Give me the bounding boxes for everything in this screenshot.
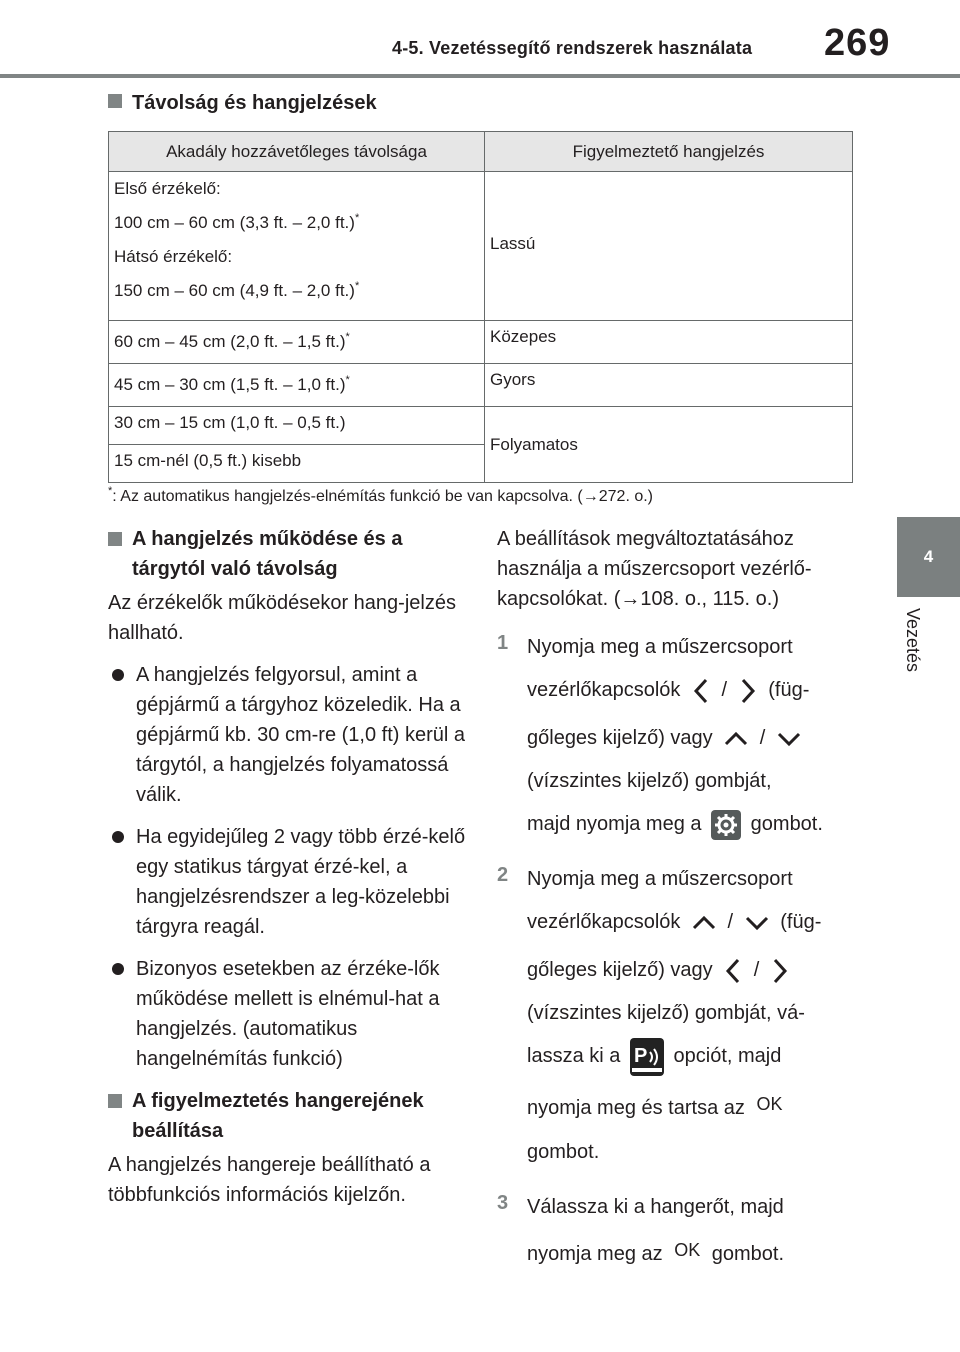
chevron-up-icon — [692, 915, 716, 931]
square-bullet-icon — [108, 1094, 122, 1108]
table-header-signal: Figyelmeztető hangjelzés — [485, 132, 853, 172]
square-bullet-icon — [108, 532, 122, 546]
left-column — [108, 524, 468, 1222]
chevron-up-icon — [724, 731, 748, 747]
step-2: 2 Nyomja meg a műszercsoport vezérlőkapcsolók / (füg- gőleges kijelző) vagy / (vízszintes kijelző) gombját, vá- lassza ki a P opciót, majd nyomja meg és tartsa az OK gombot. — [497, 860, 867, 1176]
right-column — [497, 524, 867, 1286]
step-number: 2 — [497, 864, 509, 886]
parking-sensor-icon — [630, 1038, 664, 1076]
chapter-tab[interactable]: 4 — [897, 517, 960, 597]
chevron-left-icon — [692, 678, 710, 704]
square-bullet-icon — [108, 94, 122, 108]
paragraph-intro: A beállítások megváltoztatásához használja a műszercsoport vezérlő-kapcsolókat. (→108. o., 115. o.) — [497, 528, 812, 610]
table-footnote: *: Az automatikus hangjelzés-elnémítás funkció be van kapcsolva. (→272. o.) — [108, 485, 654, 505]
ok-button-label: OK — [674, 1240, 701, 1260]
bullet-dot-icon — [112, 963, 124, 975]
page-number: 269 — [824, 22, 891, 64]
table-cell-signal: Lassú — [485, 172, 853, 321]
distance-table — [108, 131, 853, 483]
step-3: 3 Válassza ki a hangerőt, majd nyomja meg az OK gombot. — [497, 1188, 867, 1274]
ok-button-label: OK — [756, 1094, 783, 1114]
table-cell-distance: 60 cm – 45 cm (2,0 ft. – 1,5 ft.)* — [109, 321, 485, 364]
list-item: Ha egyidejűleg 2 vagy több érzé-kelő egy statikus tárgyat érzé-kel, a hangjelzésrendszer a leg-közelebbi tárgyra reagál. — [108, 822, 468, 942]
table-header-distance: Akadály hozzávetőleges távolsága — [109, 132, 485, 172]
table-cell-distance: 45 cm – 30 cm (1,5 ft. – 1,0 ft.)* — [109, 364, 485, 407]
table-cell-distance: 15 cm-nél (0,5 ft.) kisebb — [109, 445, 485, 483]
table-row — [109, 407, 853, 445]
svg-text:P: P — [633, 1044, 648, 1067]
table-row — [109, 172, 853, 321]
chapter-title: 4-5. Vezetéssegítő rendszerek használata — [392, 38, 753, 58]
chevron-left-icon — [724, 958, 742, 984]
step-number: 1 — [497, 632, 509, 654]
table-row — [109, 364, 853, 407]
list-item: Bizonyos esetekben az érzéke-lők működése mellett is elnémul-hat a hangjelzés. (automatikus hangelnémítás funkció) — [108, 954, 468, 1074]
table-cell-signal: Gyors — [485, 364, 853, 407]
chevron-down-icon — [745, 915, 769, 931]
step-number: 3 — [497, 1192, 509, 1214]
step-1: 1 Nyomja meg a műszercsoport vezérlőkapcsolók / (füg- gőleges kijelző) vagy / (vízszintes kijelző) gombját, majd nyomja meg a gombot. — [497, 628, 867, 848]
subheading-volume: A figyelmeztetés hangerejének beállítása — [108, 1086, 468, 1146]
chevron-down-icon — [777, 731, 801, 747]
paragraph: A hangjelzés hangereje beállítható a többfunkciós információs kijelzőn. — [108, 1154, 431, 1206]
table-header-row — [109, 132, 853, 172]
chevron-right-icon — [739, 678, 757, 704]
list-item: A hangjelzés felgyorsul, amint a gépjármű a tárgyhoz közeledik. Ha a gépjármű kb. 30 cm-re (1,0 ft) kerül a tárgytól, a hangjelzés folyamatossá válik. — [108, 660, 468, 810]
table-row — [109, 321, 853, 364]
table-cell-distance: Első érzékelő: 100 cm – 60 cm (3,3 ft. – 2,0 ft.)* Hátsó érzékelő: 150 cm – 60 cm (4,9 ft. – 2,0 ft.)* — [109, 172, 485, 321]
chevron-right-icon — [771, 958, 789, 984]
header-rule — [0, 74, 960, 78]
table-cell-signal: Közepes — [485, 321, 853, 364]
subheading-sound-operation: A hangjelzés működése és a tárgytól való távolság — [108, 524, 468, 584]
table-cell-signal: Folyamatos — [485, 407, 853, 483]
bullet-dot-icon — [112, 669, 124, 681]
chapter-tab-label: Vezetés — [903, 607, 923, 673]
bullet-dot-icon — [112, 831, 124, 843]
section-heading: Távolság és hangjelzések — [108, 92, 377, 115]
table-cell-distance: 30 cm – 15 cm (1,0 ft. – 0,5 ft.) — [109, 407, 485, 445]
gear-icon — [711, 810, 741, 840]
paragraph: Az érzékelők működésekor hang-jelzés hallható. — [108, 592, 456, 644]
